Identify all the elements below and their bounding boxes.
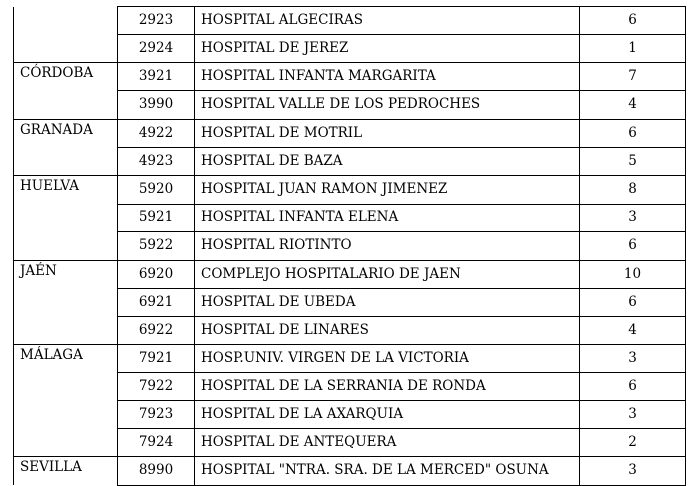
value-cell: 6	[580, 7, 686, 35]
hospital-name-cell: HOSPITAL DE ANTEQUERA	[195, 428, 580, 456]
hospital-name-cell: HOSPITAL ALGECIRAS	[195, 7, 580, 35]
table-row	[14, 34, 686, 62]
code-cell: 7923	[118, 401, 195, 429]
table-row	[14, 119, 686, 147]
hospital-name-cell: HOSPITAL DE UBEDA	[195, 288, 580, 316]
hospital-name-cell: HOSPITAL RIOTINTO	[195, 232, 580, 260]
table-row	[14, 373, 686, 401]
code-cell: 2924	[118, 34, 195, 62]
value-cell: 5	[580, 147, 686, 175]
province-cell	[14, 373, 118, 401]
province-cell	[14, 7, 118, 35]
value-cell: 3	[580, 345, 686, 373]
hospital-name-cell: HOSPITAL INFANTA ELENA	[195, 204, 580, 232]
value-cell: 6	[580, 373, 686, 401]
hospital-table	[13, 6, 686, 486]
table-row	[14, 7, 686, 35]
table-row	[14, 204, 686, 232]
hospital-name-cell: HOSP.UNIV. VIRGEN DE LA VICTORIA	[195, 345, 580, 373]
code-cell: 3921	[118, 63, 195, 91]
province-cell	[14, 91, 118, 119]
table-row	[14, 345, 686, 373]
province-cell	[14, 147, 118, 175]
table-row	[14, 316, 686, 344]
code-cell: 6921	[118, 288, 195, 316]
hospital-name-cell: COMPLEJO HOSPITALARIO DE JAEN	[195, 260, 580, 288]
province-cell	[14, 316, 118, 344]
code-cell: 7921	[118, 345, 195, 373]
code-cell: 5920	[118, 176, 195, 204]
code-cell: 3990	[118, 91, 195, 119]
hospital-name-cell: HOSPITAL "NTRA. SRA. DE LA MERCED" OSUNA	[195, 457, 580, 485]
province-cell	[14, 232, 118, 260]
hospital-name-cell: HOSPITAL DE LINARES	[195, 316, 580, 344]
province-cell: GRANADA	[14, 119, 118, 147]
table-row	[14, 176, 686, 204]
province-cell	[14, 288, 118, 316]
province-cell: JAÉN	[14, 260, 118, 288]
value-cell: 10	[580, 260, 686, 288]
hospital-name-cell: HOSPITAL INFANTA MARGARITA	[195, 63, 580, 91]
hospital-name-cell: HOSPITAL DE LA AXARQUIA	[195, 401, 580, 429]
value-cell: 4	[580, 91, 686, 119]
value-cell: 6	[580, 119, 686, 147]
code-cell: 2923	[118, 7, 195, 35]
code-cell: 8990	[118, 457, 195, 485]
province-cell: SEVILLA	[14, 457, 118, 485]
province-cell: MÁLAGA	[14, 345, 118, 373]
code-cell: 4923	[118, 147, 195, 175]
hospital-name-cell: HOSPITAL DE MOTRIL	[195, 119, 580, 147]
hospital-table-body	[14, 7, 686, 486]
value-cell: 8	[580, 176, 686, 204]
province-cell	[14, 34, 118, 62]
table-row	[14, 457, 686, 485]
code-cell: 7922	[118, 373, 195, 401]
code-cell: 4922	[118, 119, 195, 147]
hospital-name-cell: HOSPITAL DE BAZA	[195, 147, 580, 175]
table-row	[14, 401, 686, 429]
value-cell: 6	[580, 288, 686, 316]
code-cell: 7924	[118, 428, 195, 456]
table-row	[14, 232, 686, 260]
hospital-name-cell: HOSPITAL VALLE DE LOS PEDROCHES	[195, 91, 580, 119]
value-cell: 1	[580, 34, 686, 62]
table-row	[14, 288, 686, 316]
table-row	[14, 147, 686, 175]
value-cell: 3	[580, 457, 686, 485]
province-cell	[14, 401, 118, 429]
table-row	[14, 63, 686, 91]
province-cell	[14, 204, 118, 232]
hospital-name-cell: HOSPITAL DE LA SERRANIA DE RONDA	[195, 373, 580, 401]
hospital-name-cell: HOSPITAL JUAN RAMON JIMENEZ	[195, 176, 580, 204]
value-cell: 4	[580, 316, 686, 344]
code-cell: 5921	[118, 204, 195, 232]
value-cell: 6	[580, 232, 686, 260]
code-cell: 6922	[118, 316, 195, 344]
code-cell: 6920	[118, 260, 195, 288]
value-cell: 3	[580, 401, 686, 429]
value-cell: 2	[580, 428, 686, 456]
table-row	[14, 428, 686, 456]
value-cell: 3	[580, 204, 686, 232]
table-row	[14, 260, 686, 288]
province-cell: HUELVA	[14, 176, 118, 204]
province-cell	[14, 428, 118, 456]
hospital-name-cell: HOSPITAL DE JEREZ	[195, 34, 580, 62]
province-cell: CÓRDOBA	[14, 63, 118, 91]
code-cell: 5922	[118, 232, 195, 260]
value-cell: 7	[580, 63, 686, 91]
table-row	[14, 91, 686, 119]
